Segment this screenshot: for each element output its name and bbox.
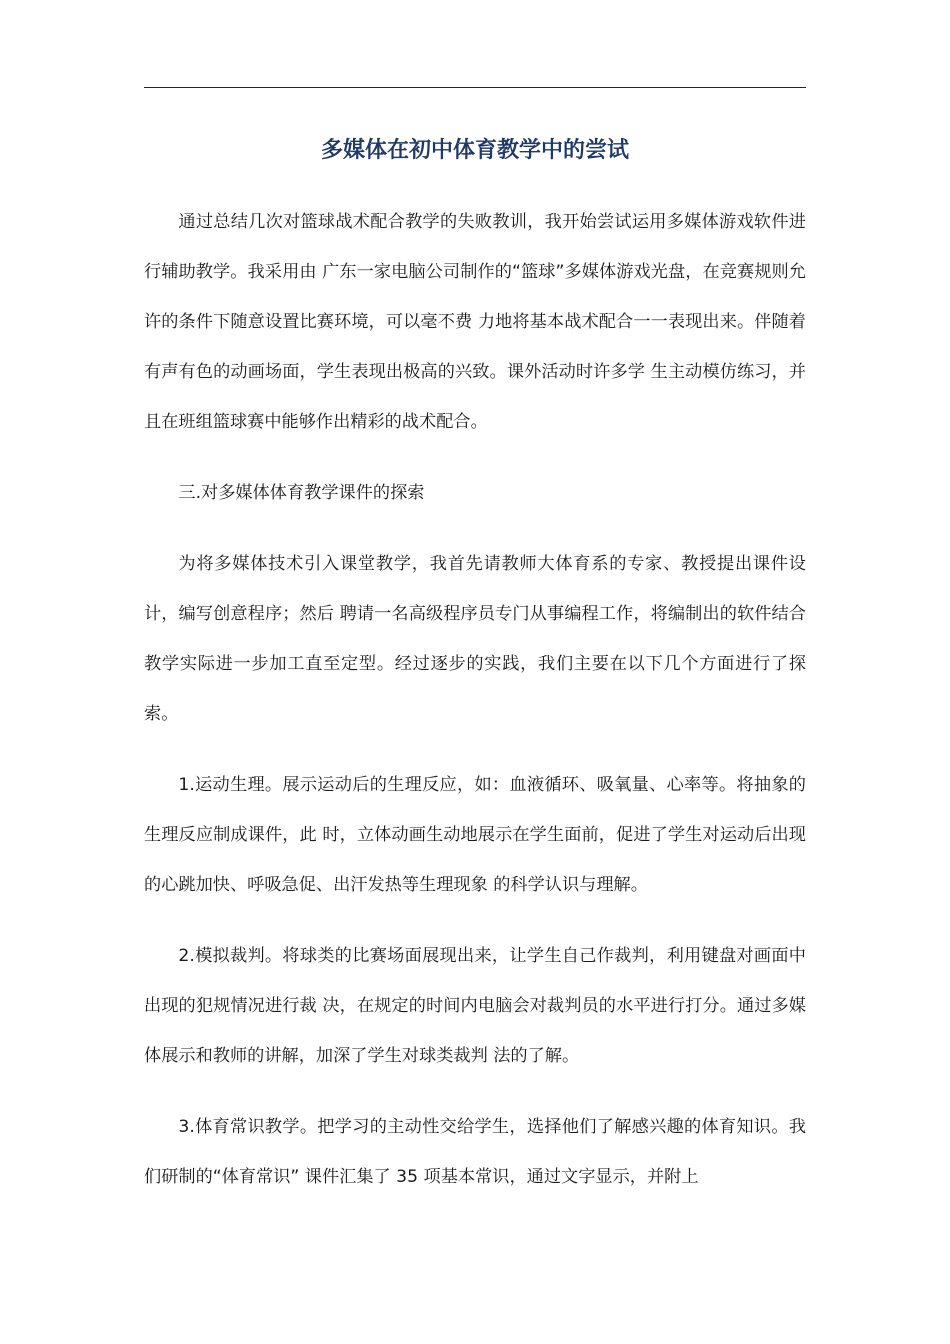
- section-heading-exploration: 三.对多媒体体育教学课件的探索: [178, 483, 425, 503]
- paragraph-exercise-physiology: 1.运动生理。展示运动后的生理反应，如：血液循环、吸氧量、心率等。将抽象的生理反应制成课件，此 时，立体动画生动地展示在学生面前，促进了学生对运动后出现的心跳加快、呼吸急促、出汗发热等生理现象 的科学认识与理解。: [144, 775, 806, 895]
- paragraph-sports-knowledge: 3.体育常识教学。把学习的主动性交给学生，选择他们了解感兴趣的体育知识。我们研制的“体育常识” 课件汇集了 35 项基本常识，通过文字显示，并附上: [144, 1117, 806, 1187]
- document-body: [144, 197, 806, 1223]
- paragraph-simulated-refereeing: 2.模拟裁判。将球类的比赛场面展现出来，让学生自己作裁判，利用键盘对画面中出现的犯规情况进行裁 决，在规定的时间内电脑会对裁判员的水平进行打分。通过多媒体展示和教师的讲解，加深了学生对球类裁判 法的了解。: [144, 946, 806, 1066]
- document-title: 多媒体在初中体育教学中的尝试: [320, 138, 629, 163]
- paragraph-basketball-software: 通过总结几次对篮球战术配合教学的失败教训，我开始尝试运用多媒体游戏软件进行辅助教学。我采用由 广东一家电脑公司制作的“篮球”多媒体游戏光盘，在竞赛规则允许的条件下随意设置比赛环境，可以毫不费 力地将基本战术配合一一表现出来。伴随着有声有色的动画场面，学生表现出极高的兴致。课外活动时许多学 生主动模仿练习，并且在班组篮球赛中能够作出精彩的战术配合。: [144, 212, 806, 432]
- paragraph-courseware-development: 为将多媒体技术引入课堂教学，我首先请教师大体育系的专家、教授提出课件设计，编写创意程序；然后 聘请一名高级程序员专门从事编程工作，将编制出的软件结合教学实际进一步加工直至定型。经过逐步的实践，我们主要在以下几个方面进行了探索。: [144, 554, 806, 724]
- header-rule: [144, 87, 806, 88]
